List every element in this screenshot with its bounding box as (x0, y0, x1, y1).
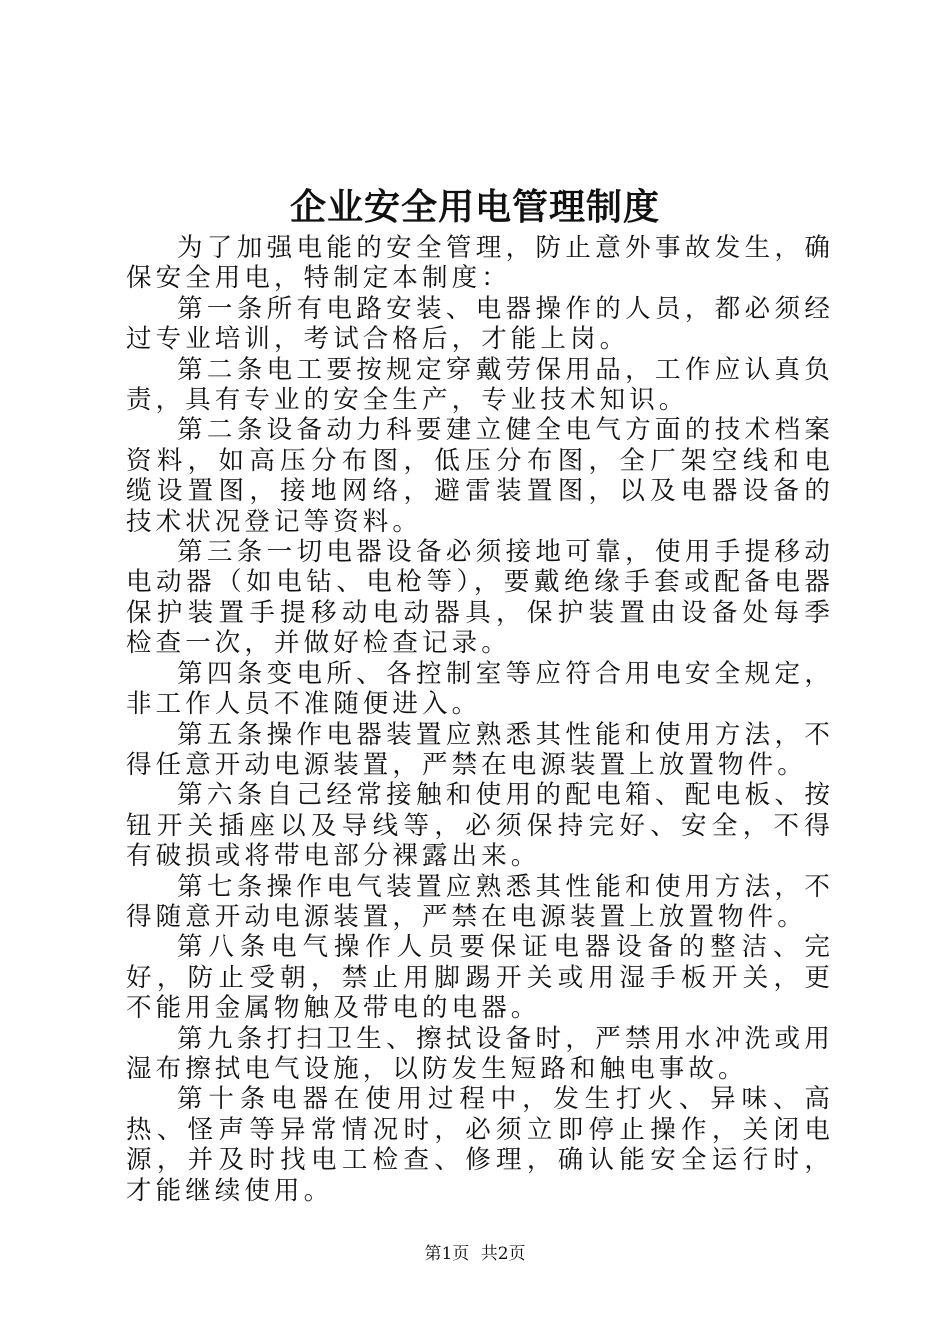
paragraph-article-2: 第二条电工要按规定穿戴劳保用品，工作应认真负责，具有专业的安全生产，专业技术知识。 (126, 354, 834, 416)
paragraph-article-3: 第三条一切电器设备必须接地可靠，使用手提移动电动器（如电钻、电枪等），要戴绝缘手套或配备电器保护装置手提移动电动器具，保护装置由设备处每季检查一次，并做好检查记录。 (126, 537, 834, 659)
paragraph-article-9: 第九条打扫卫生、擦拭设备时，严禁用水冲洗或用湿布擦拭电气设施，以防发生短路和触电事故。 (126, 1023, 834, 1084)
paragraph-intro: 为了加强电能的安全管理，防止意外事故发生，确保安全用电，特制定本制度： (126, 233, 834, 294)
paragraph-article-4: 第四条变电所、各控制室等应符合用电安全规定，非工作人员不准随便进入。 (126, 658, 834, 720)
paragraph-article-7: 第七条操作电气装置应熟悉其性能和使用方法，不得随意开动电源装置，严禁在电源装置上放置物件。 (126, 871, 834, 932)
paragraph-article-2b: 第二条设备动力科要建立健全电气方面的技术档案资料，如高压分布图，低压分布图，全厂架空线和电缆设置图，接地网络，避雷装置图，以及电器设备的技术状况登记等资料。 (126, 415, 834, 537)
document-title: 企业安全用电管理制度 (289, 186, 660, 228)
page-number-total: 共2页 (480, 1244, 526, 1264)
paragraph-article-5: 第五条操作电器装置应熟悉其性能和使用方法，不得任意开动电源装置，严禁在电源装置上放置物件。 (126, 719, 834, 780)
paragraph-article-10: 第十条电器在使用过程中，发生打火、异味、高热、怪声等异常情况时，必须立即停止操作，关闭电源，并及时找电工检查、修理，确认能安全运行时，才能继续使用。 (126, 1084, 834, 1206)
page-number-current: 第1页 (424, 1244, 470, 1264)
page-footer (0, 1242, 950, 1266)
document-body (126, 233, 834, 1206)
paragraph-article-1: 第一条所有电路安装、电器操作的人员，都必须经过专业培训，考试合格后，才能上岗。 (126, 293, 834, 355)
paragraph-article-6: 第六条自己经常接触和使用的配电箱、配电板、按钮开关插座以及导线等，必须保持完好、安全，不得有破损或将带电部分裸露出来。 (126, 780, 834, 872)
paragraph-article-8: 第八条电气操作人员要保证电器设备的整洁、完好，防止受朝，禁止用脚踢开关或用湿手板开关，更不能用金属物触及带电的电器。 (126, 932, 834, 1024)
